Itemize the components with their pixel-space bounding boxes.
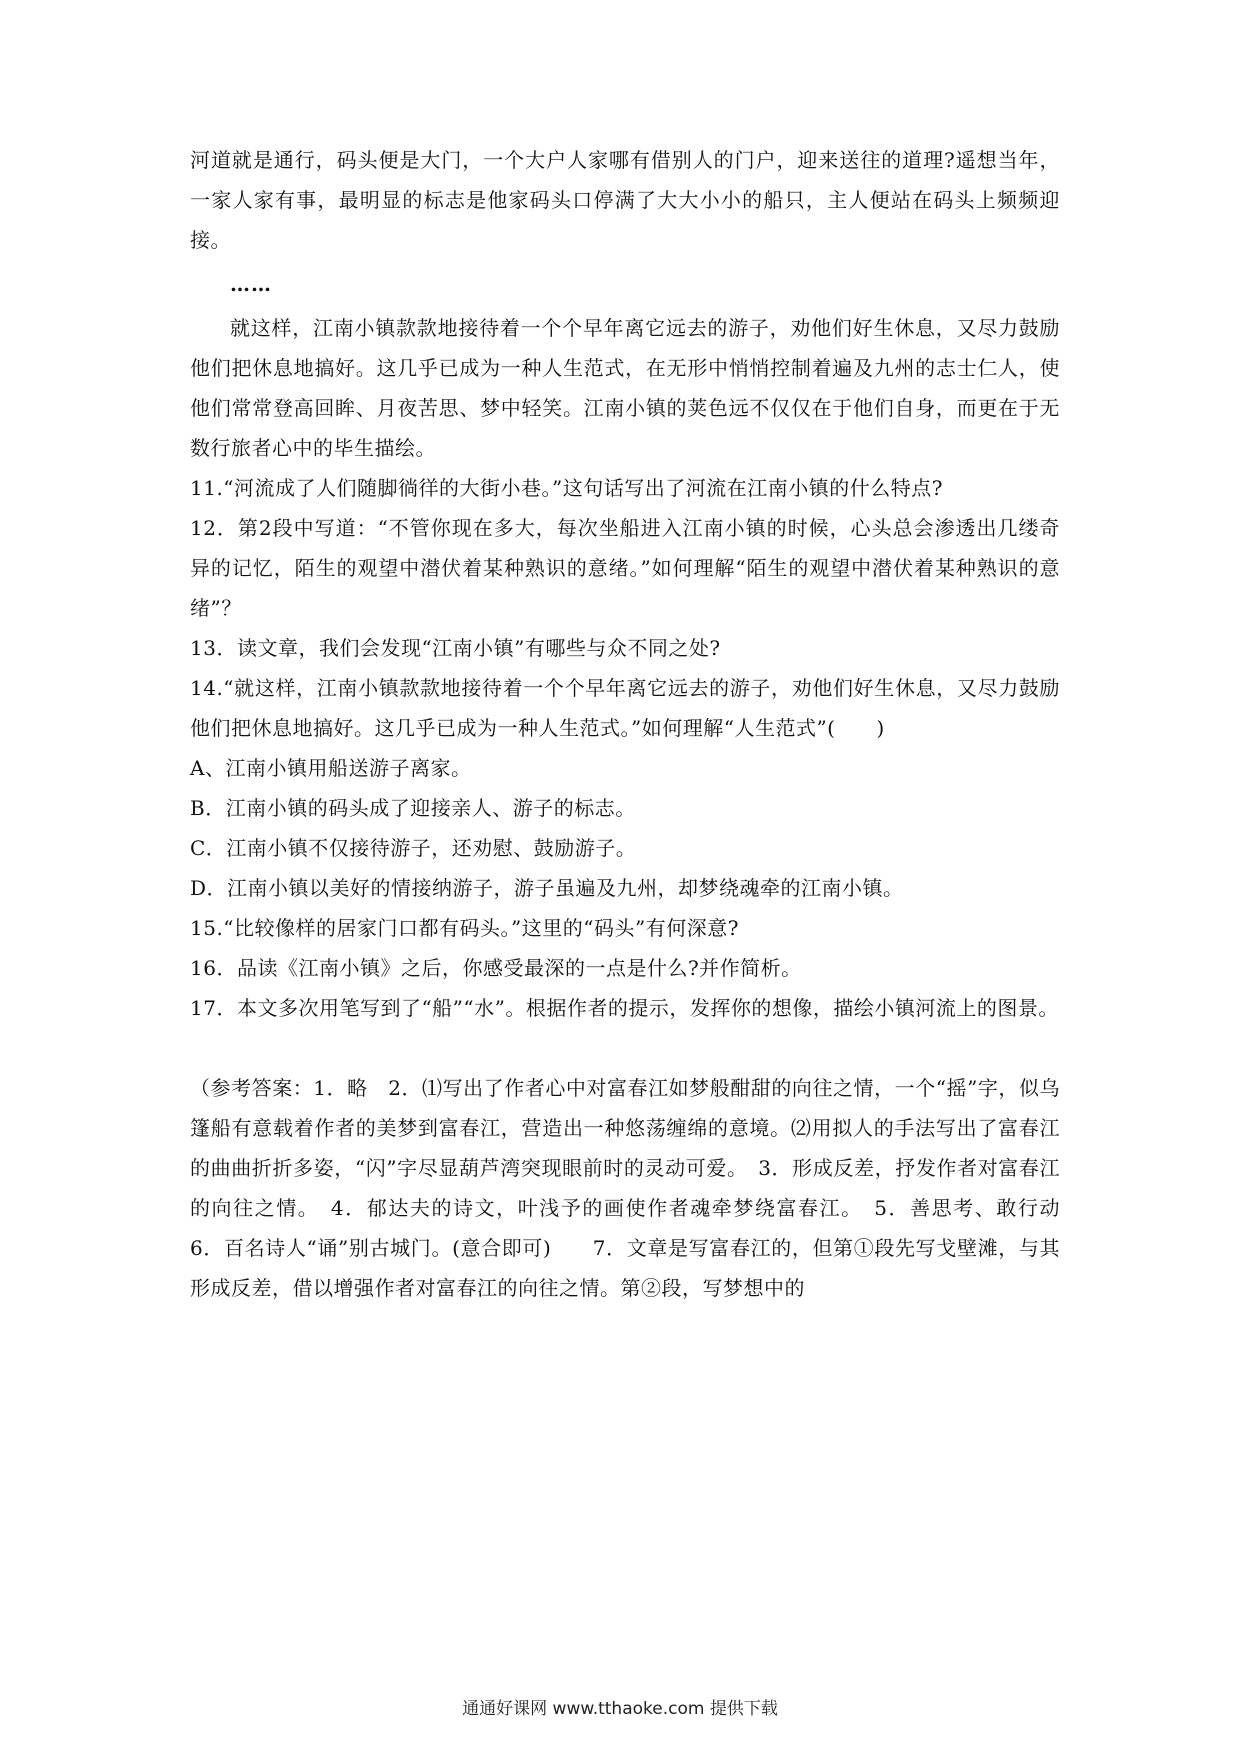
question-11: 11.“河流成了人们随脚徜徉的大街小巷。”这句话写出了河流在江南小镇的什么特点?	[190, 476, 943, 500]
option-b: B．江南小镇的码头成了迎接亲人、游子的标志。	[190, 796, 636, 820]
question-12: 12．第2段中写道：“不管你现在多大，每次坐船进入江南小镇的时候，心头总会渗透出几缕奇异的记忆，陌生的观望中潜伏着某种熟识的意绪。”如何理解“陌生的观望中潜伏着某种熟识的意绪”？	[190, 516, 1060, 620]
document-content	[190, 140, 1081, 1308]
page-footer: 通通好课网 www.tthaoke.com 提供下载	[462, 1699, 778, 1719]
question-15: 15.“比较像样的居家门口都有码头。”这里的“码头”有何深意?	[190, 916, 739, 940]
question-16: 16．品读《江南小镇》之后，你感受最深的一点是什么?并作简析。	[190, 956, 802, 980]
option-a: A、江南小镇用船送游子离家。	[190, 756, 472, 780]
passage-paragraph-2: 就这样，江南小镇款款地接待着一个个早年离它远去的游子，劝他们好生休息，又尽力鼓励他们把休息地搞好。这几乎已成为一种人生范式，在无形中悄悄控制着遍及九州的志士仁人，使他们常常登高回眸、月夜苦思、梦中轻笑。江南小镇的荚色远不仅仅在于他们自身，而更在于无数行旅者心中的毕生描绘。	[190, 316, 1060, 460]
section-gap	[190, 1028, 1060, 1068]
question-17: 17．本文多次用笔写到了“船”“水”。根据作者的提示，发挥你的想像，描绘小镇河流上的图景。	[190, 996, 1059, 1020]
question-13: 13．读文章，我们会发现“江南小镇”有哪些与众不同之处?	[190, 636, 721, 660]
option-d: D．江南小镇以美好的情接纳游子，游子虽遍及九州，却梦绕魂牵的江南小镇。	[190, 876, 904, 900]
passage-paragraph-1: 河道就是通行，码头便是大门，一个大户人家哪有借别人的门户，迎来送往的道理?遥想当年，一家人家有事，最明显的标志是他家码头口停满了大大小小的船只，主人便站在码头上频频迎接。	[190, 148, 1060, 252]
reference-answer: （参考答案：1．略 2．⑴写出了作者心中对富春江如梦般酣甜的向往之情，一个“摇”字，似乌篷船有意载着作者的美梦到富春江，营造出一种悠荡缠绵的意境。⑵用拟人的手法写出了富春江的曲曲折折多姿，“闪”字尽显葫芦湾突现眼前时的灵动可爱。 3．形成反差，抒发作者对富春江的向往之情。 4．郁达夫的诗文，叶浅予的画使作者魂牵梦绕富春江。 5．善思考、敢行动 6．百名诗人“诵”别古城门。(意合即可) 7．文章是写富春江的，但第①段先写戈壁滩，与其形成反差，借以增强作者对富春江的向往之情。第②段，写梦想中的	[190, 1076, 1081, 1300]
question-14: 14.“就这样，江南小镇款款地接待着一个个早年离它远去的游子，劝他们好生休息，又尽力鼓励他们把休息地搞好。这几乎已成为一种人生范式。”如何理解“人生范式”( )	[190, 676, 1060, 740]
option-c: C．江南小镇不仅接待游子，还劝慰、鼓励游子。	[190, 836, 637, 860]
passage-ellipsis: ……	[230, 272, 272, 296]
